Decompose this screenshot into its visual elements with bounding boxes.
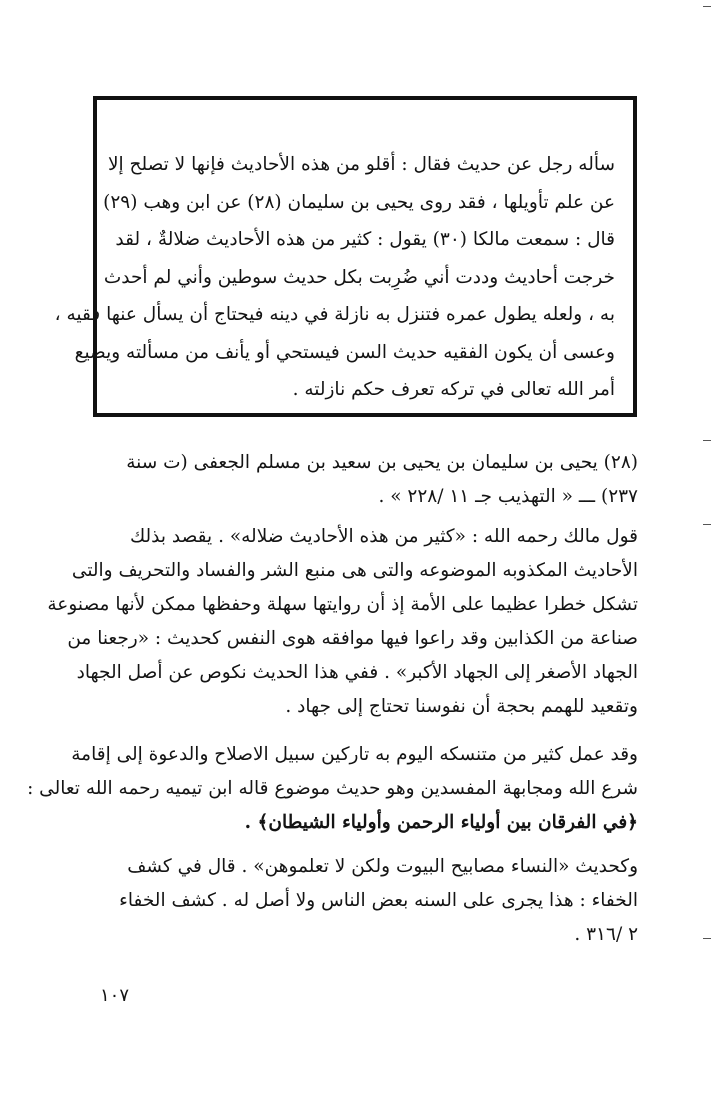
book-title-line: ﴿في الفرقان بين أولياء الرحمن وأولياء الشيطان﴾ .	[244, 812, 638, 833]
quote-line: به ، ولعله يطول عمره فتنزل به نازلة في دينه فيحتاج أن يسأل عنها فقيه ،	[54, 304, 615, 325]
paragraph-line: صناعة من الكذابين وقد راعوا فيها موافقه هوى النفس كحديث : «رجعنا من	[67, 628, 638, 649]
quote-line: خرجت أحاديث وددت أني ضُرِبت بكل حديث سوطين وأني لم أحدث	[103, 266, 615, 288]
quote-line: عن علم تأويلها ، فقد روى يحيى بن سليمان (٢٨) عن ابن وهب (٢٩)	[103, 191, 615, 213]
scan-edge-mark	[703, 440, 711, 441]
paragraph-malik-quote	[47, 520, 638, 724]
paragraph-ibn-taymiyya	[27, 738, 638, 840]
paragraph-line: قول مالك رحمه الله : «كثير من هذه الأحاديث ضلاله» . يقصد بذلك	[129, 526, 638, 547]
page-number: ١٠٧	[100, 985, 130, 1006]
paragraph-line: ٢ /٣١٦ .	[574, 924, 638, 945]
paragraph-line: الأحاديث المكذوبه الموضوعه والتى هى منبع الشر والفساد والتحريف والتى	[71, 560, 638, 581]
paragraph-line: الجهاد الأصغر إلى الجهاد الأكبر» . ففي هذا الحديث نكوص عن أصل الجهاد	[76, 662, 638, 683]
quote-line: وعسى أن يكون الفقيه حديث السن فيستحي أو يأنف من مسألته ويضيع	[74, 341, 615, 363]
paragraph-line: الخفاء : هذا يجرى على السنه بعض الناس ولا أصل له . كشف الخفاء	[119, 890, 638, 911]
footnote	[98, 446, 638, 514]
paragraph-line: شرع الله ومجابهة المفسدين وهو حديث موضوع قاله ابن تيميه رحمه الله تعالى :	[27, 778, 638, 799]
paragraph-line: وقد عمل كثير من متنسكه اليوم به تاركين سبيل الاصلاح والدعوة إلى إقامة	[71, 744, 638, 765]
scan-edge-mark	[703, 524, 711, 525]
quote-box	[54, 96, 637, 417]
scan-edge-mark	[703, 6, 711, 7]
footnote-line: (٢٨) يحيى بن سليمان بن يحيى بن سعيد بن مسلم الجعفى (ت سنة	[126, 452, 638, 473]
paragraph-line: وكحديث «النساء مصابيح البيوت ولكن لا تعلموهن» . قال في كشف	[127, 856, 638, 877]
quote-line: قال : سمعت مالكا (٣٠) يقول : كثير من هذه الأحاديث ضلالةٌ ، لقد	[115, 229, 615, 250]
paragraph-line: وتقعيد للهمم بحجة أن نفوسنا تحتاج إلى جهاد .	[285, 696, 638, 717]
footnote-line: ٢٣٧) ـــ « التهذيب جـ ١١ /٢٢٨ » .	[378, 486, 638, 507]
quote-line: أمر الله تعالى في تركه تعرف حكم نازلته .	[292, 379, 615, 400]
quote-line: سأله رجل عن حديث فقال : أقلو من هذه الأحاديث فإنها لا تصلح إلا	[107, 154, 615, 175]
scan-edge-mark	[703, 938, 711, 939]
paragraph-women-hadith	[98, 850, 638, 952]
paragraph-line: تشكل خطرا عظيما على الأمة إذ أن روايتها سهلة وحفظها ممكن لأنها مصنوعة	[47, 594, 638, 615]
